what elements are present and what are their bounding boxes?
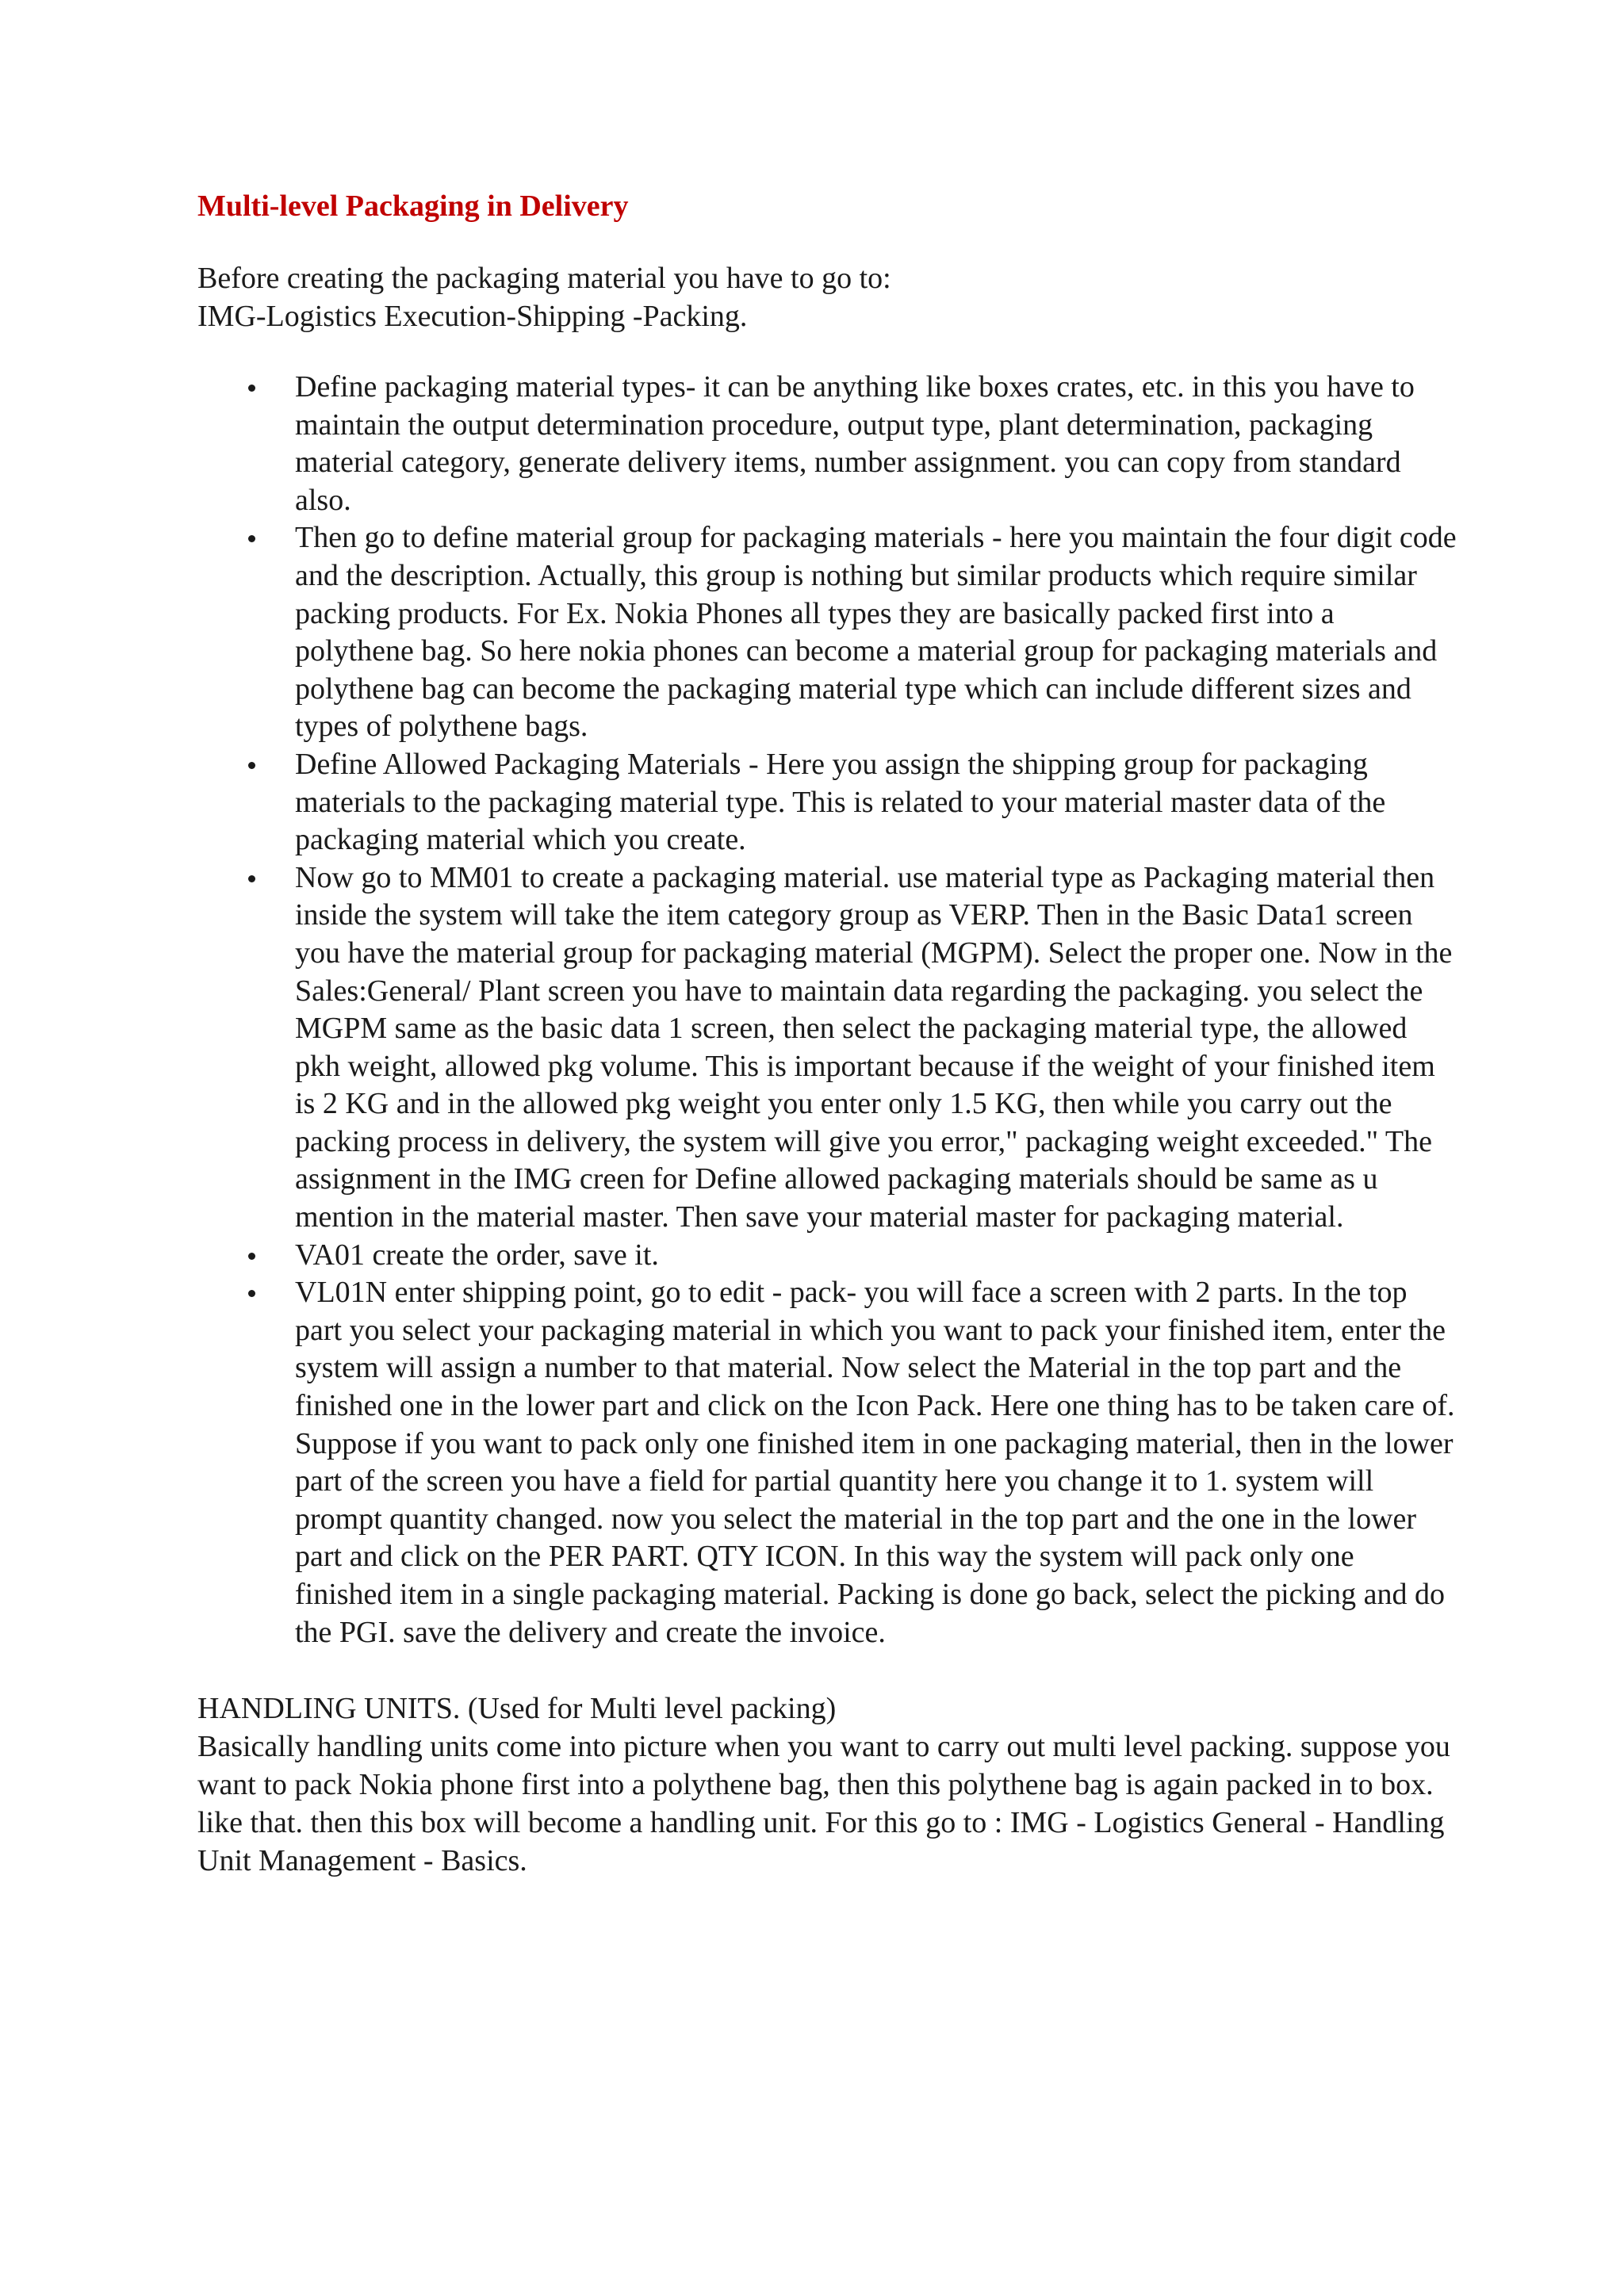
list-item-text: VL01N enter shipping point, go to edit - pack- you will face a screen with 2 parts. In the top part you select your packaging material in which you want to pack your finished item, enter the system will assign a number to that material. Now select the Material in the top part and the finished one in the lower part and click on the Icon Pack. Here one thing has to be taken care of. Suppose if you want to pack only one finished item in one packaging material, then in the lower part of the screen you have a field for partial quantity here you change it to 1. system will prompt quantity changed. now you select the material in the top part and the one in the lower part and click on the PER PART. QTY ICON. In this way the system will pack only one finished item in a single packaging material. Packing is done go back, select the picking and do the PGI. save the delivery and create the invoice. xyxy=(295,1276,1455,1649)
list-item-text: Now go to MM01 to create a packaging material. use material type as Packaging material then inside the system will take the item category group as VERP. Then in the Basic Data1 screen you have the material group for packaging material (MGPM). Select the proper one. Now in the Sales:General/ Plant screen you have to maintain data regarding the packaging. you select the MGPM same as the basic data 1 screen, then select the packaging material type, the allowed pkh weight, allowed pkg volume. This is important because if the weight of your finished item is 2 KG and in the allowed pkg weight you enter only 1.5 KG, then while you carry out the packing process in delivery, the system will give you error," packaging weight exceeded." The assignment in the IMG creen for Define allowed packaging materials should be same as u mention in the material master. Then save your material master for packaging material. xyxy=(295,860,1453,1234)
list-item-text: Then go to define material group for packaging materials - here you maintain the four digit code and the description. Actually, this group is nothing but similar products which require similar packing products. For Ex. Nokia Phones all types they are basically packed first into a polythene bag. So here nokia phones can become a material group for packaging materials and polythene bag can become the packaging material type which can include different sizes and types of polythene bags. xyxy=(295,521,1457,744)
bullet-icon xyxy=(248,535,255,542)
document-title: Multi-level Packaging in Delivery xyxy=(197,189,629,223)
list-item-text: VA01 create the order, save it. xyxy=(295,1238,659,1272)
bullet-icon xyxy=(248,1290,255,1297)
bullet-list xyxy=(197,369,1458,1651)
list-item xyxy=(197,1274,1458,1651)
bullet-icon xyxy=(248,762,255,769)
handling-units-section xyxy=(197,1689,1458,1880)
intro-line-1: Before creating the packaging material you have to go to: xyxy=(197,262,891,295)
list-item-text: Define packaging material types- it can be anything like boxes crates, etc. in this you have to maintain the output determination procedure, output type, plant determination, packaging material category, generate delivery items, number assignment. you can copy from standard also. xyxy=(295,370,1415,517)
bullet-icon xyxy=(248,875,255,882)
intro-line-2: IMG-Logistics Execution-Shipping -Packing. xyxy=(197,300,748,333)
handling-units-body: Basically handling units come into picture when you want to carry out multi level packing. suppose you want to pack Nokia phone first into a polythene bag, then this polythene bag is again packed in to box. like that. then this box will become a handling unit. For this go to : IMG - Logistics General - Handling Unit Management - Basics. xyxy=(197,1730,1450,1878)
list-item xyxy=(197,859,1458,1237)
bullet-icon xyxy=(248,1253,255,1260)
list-item-text: Define Allowed Packaging Materials - Here you assign the shipping group for packaging materials to the packaging material type. This is related to your material master data of the packaging material which you create. xyxy=(295,747,1386,857)
list-item xyxy=(197,1237,1458,1275)
bullet-icon xyxy=(248,385,255,392)
handling-units-heading: HANDLING UNITS. (Used for Multi level packing) xyxy=(197,1692,837,1726)
list-item xyxy=(197,369,1458,519)
list-item xyxy=(197,746,1458,859)
document-page xyxy=(197,187,1458,1880)
list-item xyxy=(197,519,1458,746)
